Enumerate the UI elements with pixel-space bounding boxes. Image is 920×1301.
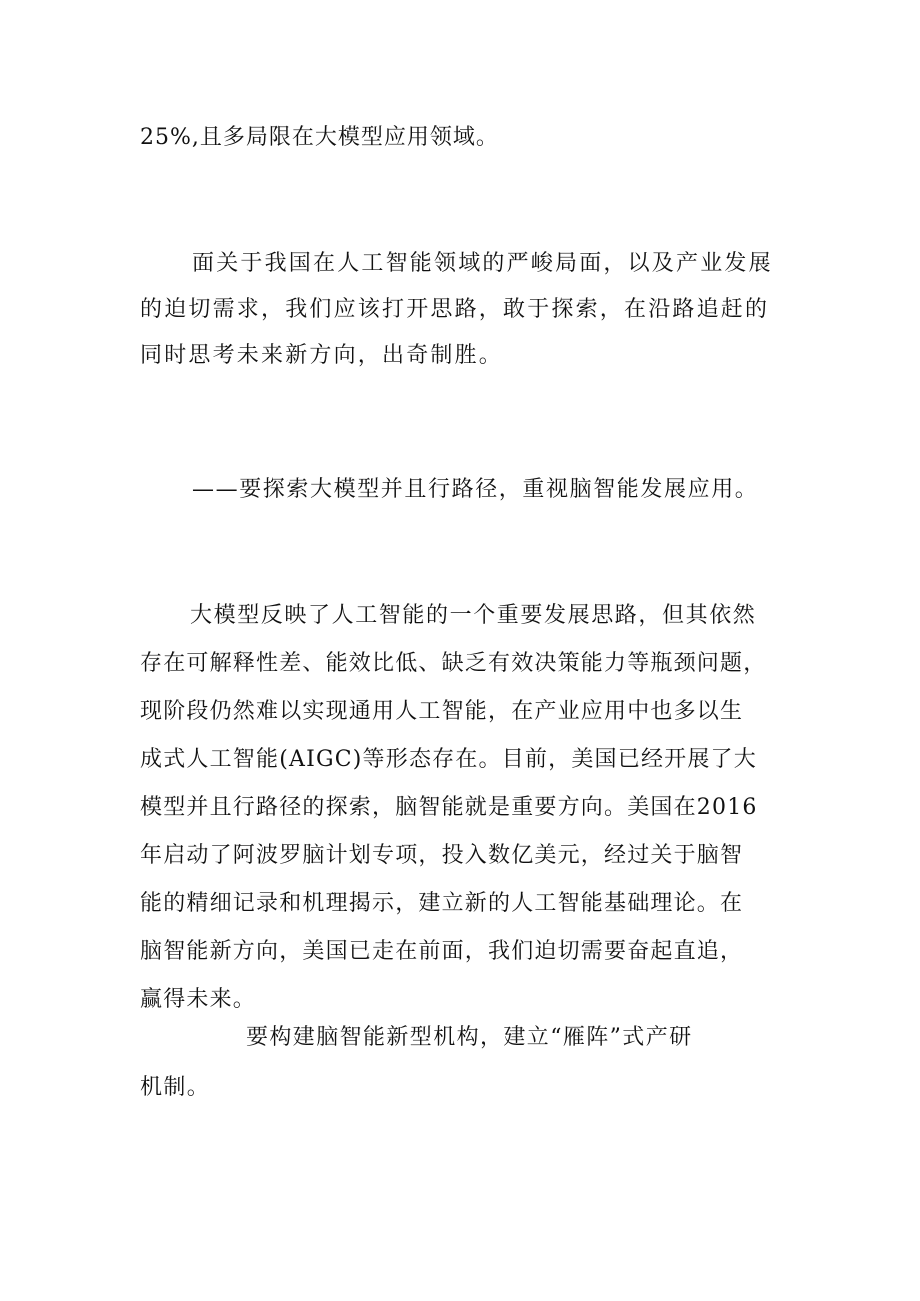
section-heading: 要构建脑智能新型机构，建立“雁阵”式产研: [246, 1025, 693, 1050]
paragraph-line: 现阶段仍然难以实现通用人工智能，在产业应用中也多以生: [140, 699, 744, 724]
paragraph-line: 脑智能新方向，美国已走在前面，我们迫切需要奋起直追，: [140, 939, 744, 964]
paragraph-line: 存在可解释性差、能效比低、缺乏有效决策能力等瓶颈问题，: [140, 651, 767, 676]
paragraph-line: 成式人工智能(AIGC)等形态存在。目前，美国已经开展了大: [140, 747, 757, 772]
section-heading: 机制。: [140, 1075, 211, 1100]
paragraph-line: 的迫切需求，我们应该打开思路，敢于探索，在沿路追赶的: [140, 297, 770, 322]
paragraph-line: 大模型反映了人工智能的一个重要发展思路，但其依然: [190, 603, 757, 628]
paragraph-line: 赢得未来。: [140, 987, 257, 1012]
paragraph-line: 25%,且多局限在大模型应用领域。: [140, 125, 499, 150]
paragraph-line: 模型并且行路径的探索，脑智能就是重要方向。美国在2016: [140, 795, 758, 820]
section-heading: ——要探索大模型并且行路径，重视脑智能发展应用。: [192, 477, 759, 502]
paragraph-line: 面关于我国在人工智能领域的严峻局面，以及产业发展: [192, 251, 773, 276]
paragraph-line: 年启动了阿波罗脑计划专项，投入数亿美元，经过关于脑智: [140, 843, 744, 868]
paragraph-line: 同时思考未来新方向，出奇制胜。: [140, 343, 504, 368]
paragraph-line: 能的精细记录和机理揭示，建立新的人工智能基础理论。在: [140, 891, 744, 916]
